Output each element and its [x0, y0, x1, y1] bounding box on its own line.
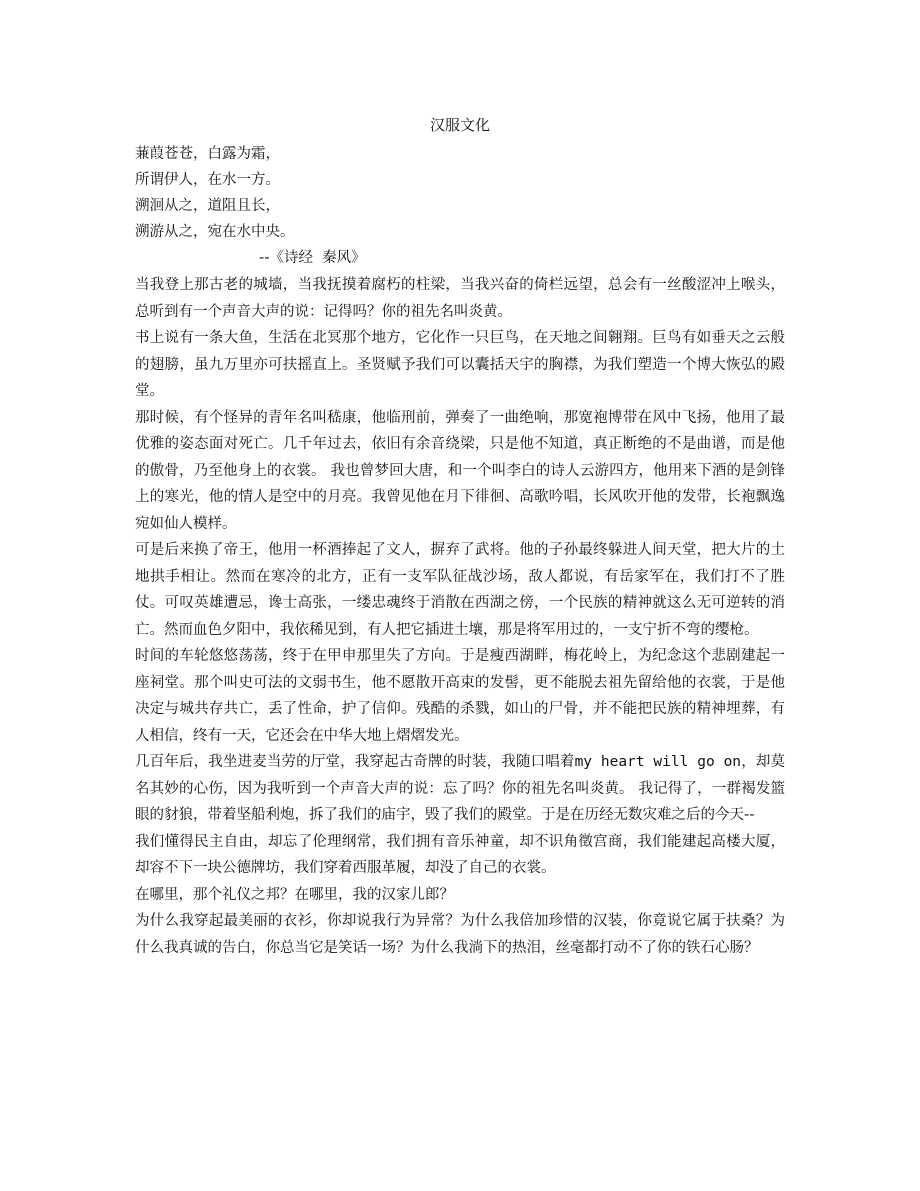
paragraph: 可是后来换了帝王，他用一杯酒捧起了文人，摒弃了武将。他的子孙最终躲进人间天堂，把大片的土地拱手相让。然而在寒冷的北方，正有一支军队征战沙场，敌人都说，有岳家军在，我们打不了胜仗。可叹英雄遭忌，谗士高张，一缕忠魂终于消散在西湖之傍，一个民族的精神就这么无可逆转的消亡。然而血色夕阳中，我依稀见到，有人把它插进土壤，那是将军用过的，一支宁折不弯的缨枪。	[135, 542, 785, 638]
paragraph: 那时候，有个怪异的青年名叫嵇康，他临刑前，弹奏了一曲绝响，那宽袍博带在风中飞扬，他用了最优雅的姿态面对死亡。几千年过去，依旧有余音绕梁，只是他不知道，真正断绝的不是曲谱，而是他的傲骨，乃至他身上的衣裳。 我也曾梦回大唐，和一个叫李白的诗人云游四方，他用来下酒的是剑锋上的寒光，他的情人是空中的月亮。我曾见他在月下徘徊、高歌吟唱，长风吹开他的发带，长袍飘逸宛如仙人模样。	[135, 409, 785, 532]
poem-line: 溯洄从之，道阻且长，	[135, 198, 280, 214]
poem-block	[135, 141, 785, 271]
paragraph: 为什么我穿起最美丽的衣衫，你却说我行为异常？为什么我倍加珍惜的汉装，你竟说它属于扶桑？为什么我真诚的告白，你总当它是笑话一场？为什么我淌下的热泪，丝毫都打动不了你的铁石心肠？	[135, 913, 785, 956]
paragraph-text: ，却莫名其妙的心伤，因为我听到一个声音大声的说：忘了吗？你的祖先名叫炎黄。 我记得了，一群褐发篮眼的豺狼，带着坚船利炮，拆了我们的庙宇，毁了我们的殿堂。于是在历经无数灾难之后的今天--	[135, 754, 786, 823]
poem-line: 蒹葭苍苍，白露为霜，	[135, 146, 280, 162]
poem-line: 所谓伊人，在水一方。	[135, 172, 280, 188]
poem-line: 溯游从之，宛在水中央。	[135, 224, 295, 240]
paragraph: 当我登上那古老的城墙，当我抚摸着腐朽的柱梁，当我兴奋的倚栏远望，总会有一丝酸涩冲上喉头，总听到有一个声音大声的说：记得吗？你的祖先名叫炎黄。	[135, 277, 785, 320]
paragraph: 时间的车轮悠悠荡荡，终于在甲申那里失了方向。于是瘦西湖畔，梅花岭上，为纪念这个悲剧建起一座祠堂。那个叫史可法的文弱书生，他不愿散开高束的发髻，更不能脱去祖先留给他的衣裳，于是他决定与城共存共亡，丢了性命，护了信仰。残酷的杀戮，如山的尸骨，并不能把民族的精神埋葬，有人相信，终有一天，它还会在中华大地上熠熠发光。	[135, 648, 785, 744]
body-text	[135, 272, 785, 961]
poem-source: --《诗经 秦风》	[259, 250, 366, 266]
paragraph	[135, 749, 785, 829]
paragraph: 在哪里，那个礼仪之邦？在哪里，我的汉家儿郎？	[135, 886, 454, 903]
document-title: 汉服文化	[429, 116, 490, 134]
paragraph: 书上说有一条大鱼，生活在北冥那个地方，它化作一只巨鸟，在天地之间翱翔。巨鸟有如垂天之云般的翅膀，虽九万里亦可扶摇直上。圣贤赋予我们可以囊括天宇的胸襟，为我们塑造一个博大恢弘的殿堂。	[135, 330, 785, 399]
english-lyric: my heart will go on	[574, 754, 742, 770]
paragraph: 我们懂得民主自由，却忘了伦理纲常，我们拥有音乐神童，却不识角徵宫商，我们能建起高楼大厦，却容不下一块公德牌坊，我们穿着西服革履，却没了自己的衣裳。	[135, 833, 785, 876]
paragraph-text: 几百年后，我坐进麦当劳的厅堂，我穿起古奇牌的时装，我随口唱着	[135, 754, 575, 770]
